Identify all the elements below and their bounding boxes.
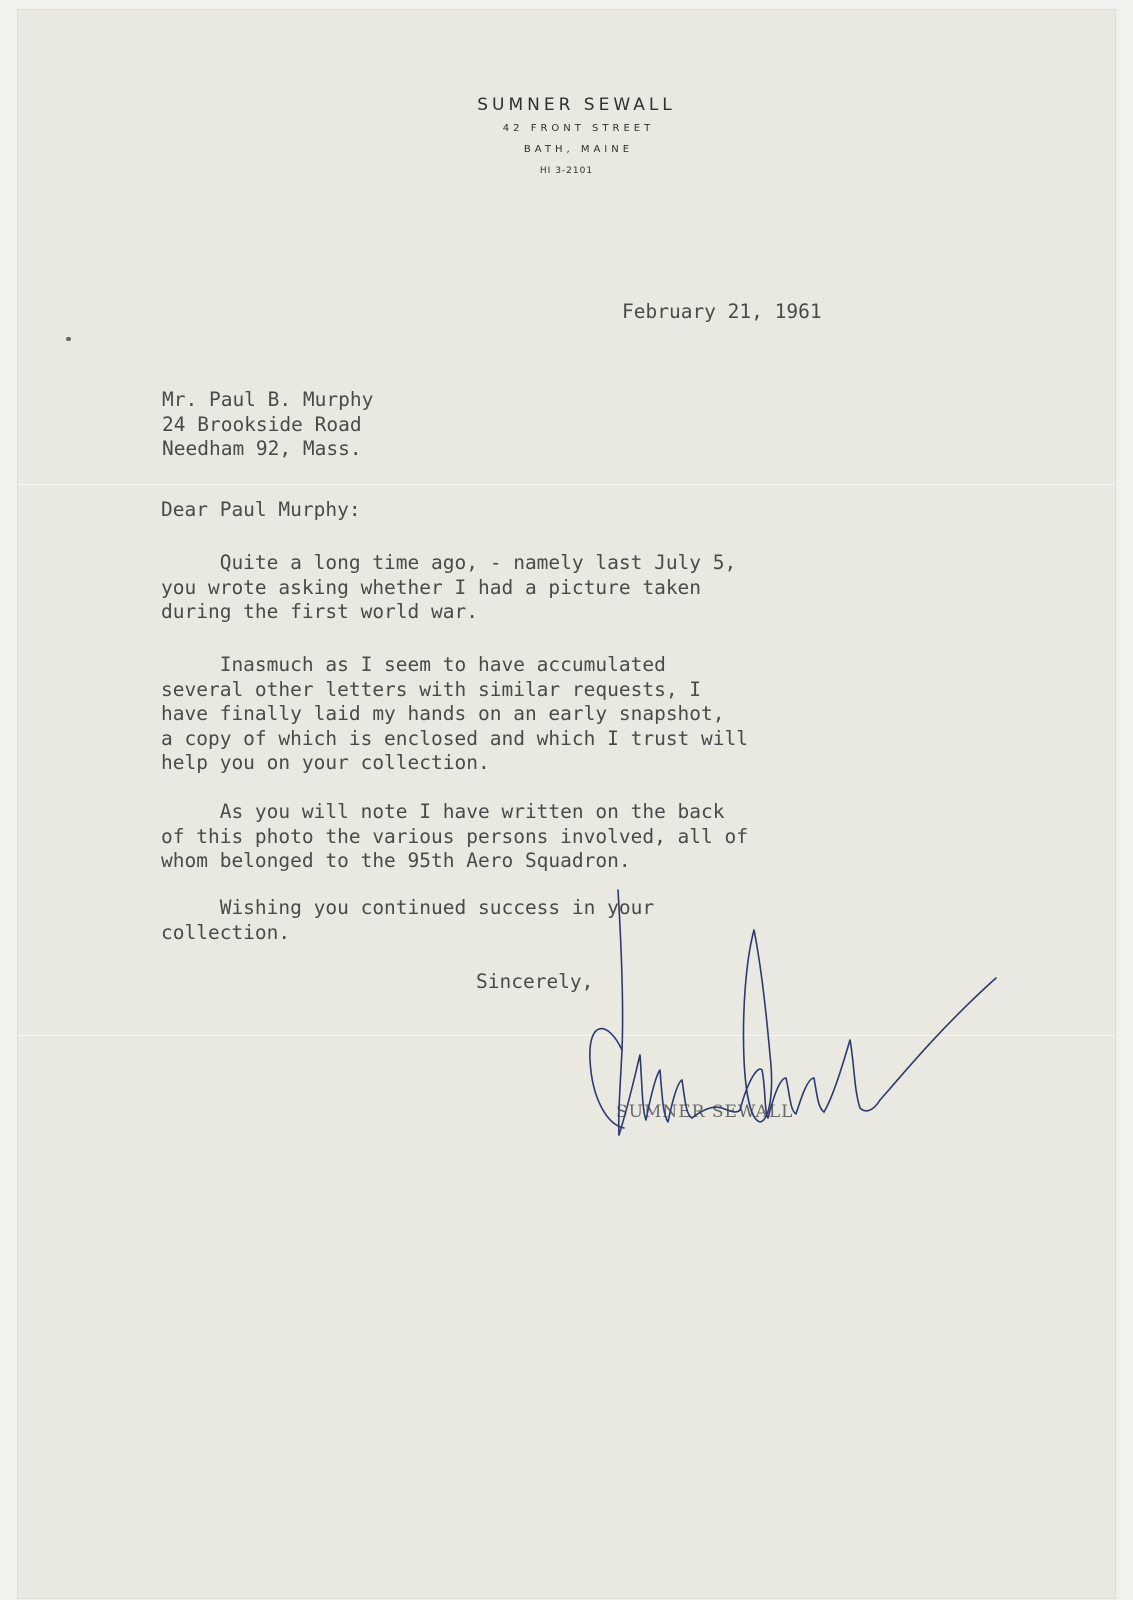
body-paragraph [161,551,736,625]
typed-signature-name: SUMNER SEWALL [616,1102,794,1122]
paper-fold [18,1035,1115,1036]
paragraph-line: you wrote asking whether I had a picture taken [161,575,702,599]
paragraph-line: As you will note I have written on the back [161,800,725,823]
closing: Sincerely, [476,970,594,993]
letter-sheet [18,10,1115,1598]
salutation: Dear Paul Murphy: [161,498,361,521]
recipient-line: Mr. Paul B. Murphy [162,388,374,411]
paragraph-line: whom belonged to the 95th Aero Squadron. [161,849,631,872]
paragraph-line: Wishing you continued success in your [161,896,655,919]
paragraph-line: of this photo the various persons involved, all of [161,824,748,848]
body-paragraph [161,800,748,874]
paragraph-line: several other letters with similar requests, I [161,677,702,701]
letterhead-street: 42 FRONT STREET [502,123,655,134]
body-paragraph [161,896,654,945]
paragraph-line: a copy of which is enclosed and which I trust will [161,726,748,750]
paragraph-line: have finally laid my hands on an early snapshot, [161,702,725,725]
paragraph-line: Quite a long time ago, - namely last July 5, [161,551,737,574]
letterhead-city: BATH, MAINE [523,144,634,155]
paragraph-line: Inasmuch as I seem to have accumulated [161,653,666,676]
paragraph-line: collection. [161,920,291,944]
body-paragraph [161,653,748,776]
paper-fold [18,484,1115,485]
recipient-line: 24 Brookside Road [162,412,362,436]
recipient-address [162,388,373,462]
recipient-line: Needham 92, Mass. [162,437,362,460]
paragraph-line: during the first world war. [161,600,478,623]
paper-speck [66,337,71,341]
paragraph-line: help you on your collection. [161,751,490,774]
letterhead-phone: HI 3-2101 [539,166,594,176]
letterhead-name: SUMNER SEWALL [477,95,676,115]
letter-date: February 21, 1961 [622,300,822,323]
